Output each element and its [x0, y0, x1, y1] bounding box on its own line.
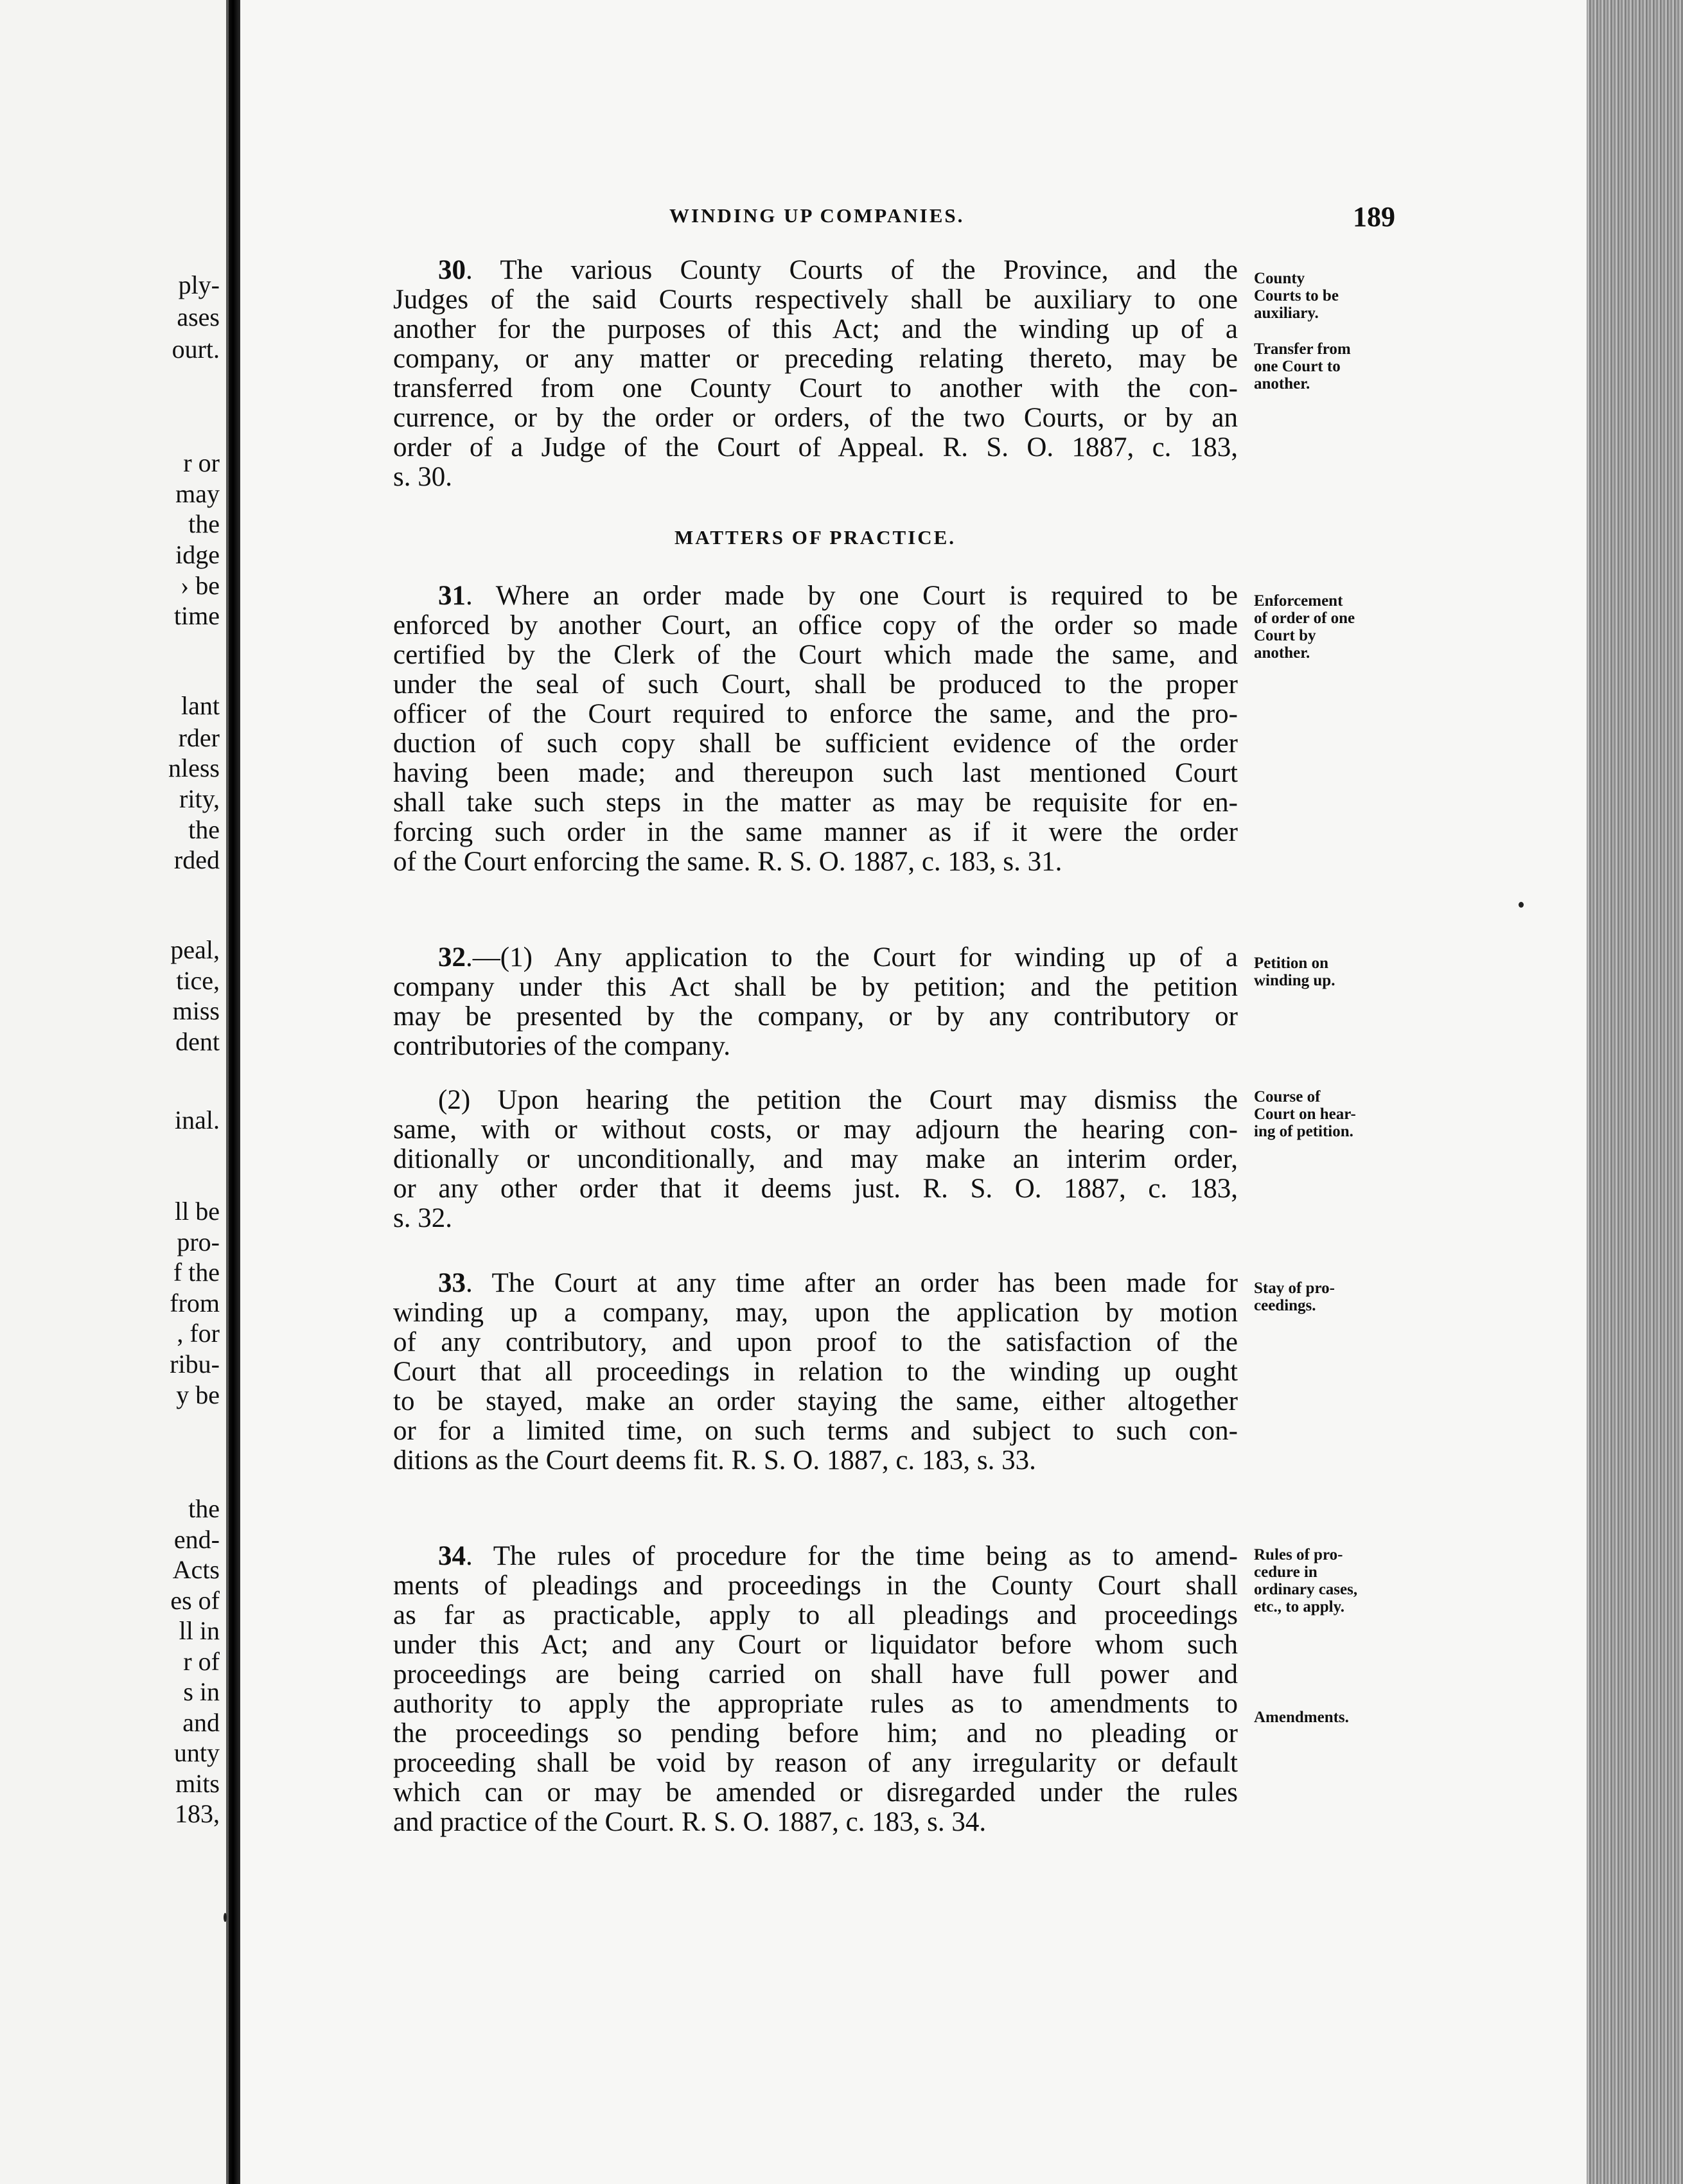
left-page-fragment: lant — [181, 691, 220, 720]
text-line — [393, 1542, 1238, 1571]
text-line: company, or any matter or preceding relating thereto, may be — [393, 344, 1238, 374]
marginal-note-line: auxiliary. — [1254, 304, 1319, 322]
marginal-note-line: Amendments. — [1254, 1709, 1349, 1726]
text-line: which can or may be amended or disregarded under the rules — [393, 1778, 1238, 1808]
marginal-note-line: of order of one — [1254, 610, 1355, 627]
left-page-fragment: tice, — [176, 966, 220, 995]
marginal-note-line: winding up. — [1254, 972, 1335, 989]
text-line: and practice of the Court. R. S. O. 1887, c. 183, s. 34. — [393, 1808, 987, 1837]
left-page-fragment: 183, — [175, 1799, 220, 1828]
text-line: proceeding shall be void by reason of any irregularity or default — [393, 1748, 1238, 1778]
text-line: authority to apply the appropriate rules as to amendments to — [393, 1689, 1238, 1719]
marginal-note-line: another. — [1254, 644, 1310, 662]
left-page-fragment: ribu- — [170, 1350, 220, 1378]
marginal-note-line: ing of petition. — [1254, 1123, 1353, 1140]
left-page-fragment: end- — [173, 1525, 220, 1554]
text-line: ditionally or unconditionally, and may make an interim order, — [393, 1145, 1238, 1174]
left-page-fragment: Acts — [172, 1555, 220, 1584]
text-line: under this Act; and any Court or liquidator before whom such — [393, 1630, 1238, 1660]
page-number: 189 — [1353, 201, 1395, 233]
left-page-fragment: unty — [173, 1738, 220, 1767]
section-33 — [393, 1269, 1238, 1475]
text-line: forcing such order in the same manner as if it were the order — [393, 818, 1238, 847]
marginal-note — [1254, 1546, 1408, 1616]
text-line — [393, 256, 1238, 285]
left-page-fragment: idge — [175, 540, 220, 569]
left-page-fragment: the — [188, 815, 220, 844]
left-page-fragment: ll in — [179, 1616, 220, 1645]
marginal-note — [1254, 592, 1408, 662]
text-line — [393, 943, 1238, 973]
text-line: may be presented by the company, or by any contributory or — [393, 1002, 1238, 1032]
marginal-note-line: one Court to — [1254, 358, 1341, 375]
left-page-fragment: ll be — [175, 1197, 220, 1226]
text-line: of the Court enforcing the same. R. S. O. 1887, c. 183, s. 31. — [393, 847, 1062, 877]
text-line: (2) Upon hearing the petition the Court may dismiss the — [438, 1086, 1238, 1115]
section-heading: MATTERS OF PRACTICE. — [674, 526, 956, 549]
left-page-fragment: s in — [183, 1677, 220, 1706]
section-number: 31 — [438, 581, 466, 611]
text-line: or any other order that it deems just. R. S. O. 1887, c. 183, — [393, 1174, 1238, 1204]
text-line-content: . Where an order made by one Court is required to be — [466, 581, 1238, 611]
left-page-fragment: inal. — [175, 1105, 220, 1134]
text-line: duction of such copy shall be sufficient evidence of the order — [393, 729, 1238, 759]
page-edges — [1587, 0, 1683, 2184]
text-line: transferred from one County Court to another with the con- — [393, 374, 1238, 403]
section-30 — [393, 256, 1238, 492]
text-line: contributories of the company. — [393, 1032, 731, 1061]
marginal-note-line: Transfer from — [1254, 340, 1351, 358]
text-line: officer of the Court required to enforce the same, and the pro- — [393, 700, 1238, 729]
text-line — [393, 581, 1238, 611]
left-page-fragment: and — [182, 1708, 220, 1737]
left-page-fragment: the — [188, 509, 220, 538]
marginal-note-line: Courts to be — [1254, 287, 1339, 304]
marginal-note — [1254, 340, 1408, 392]
left-page-fragment: mits — [175, 1769, 220, 1798]
left-page-fragment: from — [170, 1289, 220, 1317]
section-number: 33 — [438, 1269, 466, 1298]
text-line: s. 30. — [393, 462, 452, 492]
text-line: as far as practicable, apply to all pleadings and proceedings — [393, 1601, 1238, 1630]
running-title: WINDING UP COMPANIES. — [669, 204, 965, 227]
text-line: shall take such steps in the matter as may be requisite for en- — [393, 788, 1238, 818]
text-line: winding up a company, may, upon the application by motion — [393, 1298, 1238, 1328]
text-line: ments of pleadings and proceedings in the County Court shall — [393, 1571, 1238, 1601]
text-line: the proceedings so pending before him; and no pleading or — [393, 1719, 1238, 1748]
section-number: 34 — [438, 1542, 466, 1571]
left-page-fragment: time — [173, 601, 220, 630]
section-32 — [393, 943, 1238, 1061]
text-line: Court that all proceedings in relation to the winding up ought — [393, 1357, 1238, 1387]
marginal-note-line: another. — [1254, 375, 1310, 392]
scan-speck — [224, 1913, 227, 1922]
marginal-note-line: Enforcement — [1254, 592, 1343, 610]
text-line: proceedings are being carried on shall have full power and — [393, 1660, 1238, 1689]
subsection-32-2 — [393, 1086, 1238, 1233]
left-page-fragment: r of — [183, 1647, 220, 1676]
marginal-note — [1254, 270, 1408, 322]
left-page-fragment: may — [175, 479, 220, 508]
left-page-text-fragments — [0, 0, 225, 2184]
marginal-note — [1254, 955, 1408, 989]
left-page-fragment: ply- — [178, 270, 220, 299]
left-page-fragment: , for — [177, 1319, 220, 1348]
left-page-fragment: ases — [177, 303, 220, 331]
section-number: 32 — [438, 943, 466, 973]
left-page-fragment: › be — [180, 571, 220, 600]
marginal-note — [1254, 1709, 1408, 1726]
left-page-fragment: ourt. — [172, 335, 220, 364]
text-line: s. 32. — [393, 1204, 452, 1233]
scan-speck — [1519, 902, 1524, 908]
marginal-note-line: ceedings. — [1254, 1297, 1316, 1314]
marginal-note-line: County — [1254, 270, 1305, 287]
left-page — [0, 0, 226, 2184]
marginal-note-line: Petition on — [1254, 955, 1328, 972]
text-line: same, with or without costs, or may adjourn the hearing con- — [393, 1115, 1238, 1145]
marginal-note-line: etc., to apply. — [1254, 1598, 1344, 1616]
left-page-fragment: dent — [175, 1027, 220, 1056]
text-line: to be stayed, make an order staying the same, either altogether — [393, 1387, 1238, 1416]
left-page-fragment: nless — [168, 753, 220, 782]
text-line-content: . The various County Courts of the Province, and the — [466, 256, 1238, 285]
marginal-note — [1254, 1280, 1408, 1314]
left-page-fragment: the — [188, 1494, 220, 1523]
marginal-note — [1254, 1088, 1408, 1140]
left-page-fragment: rity, — [179, 784, 220, 813]
left-page-fragment: y be — [176, 1380, 220, 1409]
section-34 — [393, 1542, 1238, 1837]
left-page-fragment: r or — [183, 448, 220, 477]
text-line: under the seal of such Court, shall be produced to the proper — [393, 670, 1238, 700]
left-page-fragment: es of — [170, 1586, 220, 1615]
text-line: company under this Act shall be by petition; and the petition — [393, 973, 1238, 1002]
left-page-fragment: pro- — [177, 1228, 220, 1256]
section-31 — [393, 581, 1238, 877]
text-line: another for the purposes of this Act; and the winding up of a — [393, 315, 1238, 344]
text-line: ditions as the Court deems fit. R. S. O. 1887, c. 183, s. 33. — [393, 1446, 1036, 1475]
marginal-note-line: cedure in — [1254, 1563, 1317, 1581]
marginal-note-line: Court on hear- — [1254, 1105, 1356, 1123]
text-line: of any contributory, and upon proof to the satisfaction of the — [393, 1328, 1238, 1357]
gutter-line — [226, 0, 229, 2184]
text-line: having been made; and thereupon such last mentioned Court — [393, 759, 1238, 788]
marginal-note-line: Rules of pro- — [1254, 1546, 1343, 1563]
text-line-content: . The Court at any time after an order has been made for — [466, 1269, 1238, 1298]
left-page-fragment: rded — [173, 845, 220, 874]
text-line-content: .—(1) Any application to the Court for winding up of a — [466, 943, 1238, 973]
marginal-note-line: ordinary cases, — [1254, 1581, 1358, 1598]
left-page-fragment: miss — [172, 996, 220, 1025]
section-number: 30 — [438, 256, 466, 285]
left-page-fragment: rder — [178, 723, 220, 752]
text-line: order of a Judge of the Court of Appeal. R. S. O. 1887, c. 183, — [393, 433, 1238, 462]
marginal-note-line: Stay of pro- — [1254, 1280, 1335, 1297]
marginal-note-line: Course of — [1254, 1088, 1321, 1105]
text-line: Judges of the said Courts respectively shall be auxiliary to one — [393, 285, 1238, 315]
left-page-fragment: peal, — [170, 935, 220, 964]
text-line — [393, 1269, 1238, 1298]
text-line: or for a limited time, on such terms and subject to such con- — [393, 1416, 1238, 1446]
text-line: currence, or by the order or orders, of the two Courts, or by an — [393, 403, 1238, 433]
text-line-content: . The rules of procedure for the time being as to amend- — [466, 1542, 1238, 1571]
marginal-note-line: Court by — [1254, 627, 1316, 644]
text-line: certified by the Clerk of the Court which made the same, and — [393, 640, 1238, 670]
left-page-fragment: f the — [173, 1258, 220, 1287]
text-line: enforced by another Court, an office copy of the order so made — [393, 611, 1238, 640]
